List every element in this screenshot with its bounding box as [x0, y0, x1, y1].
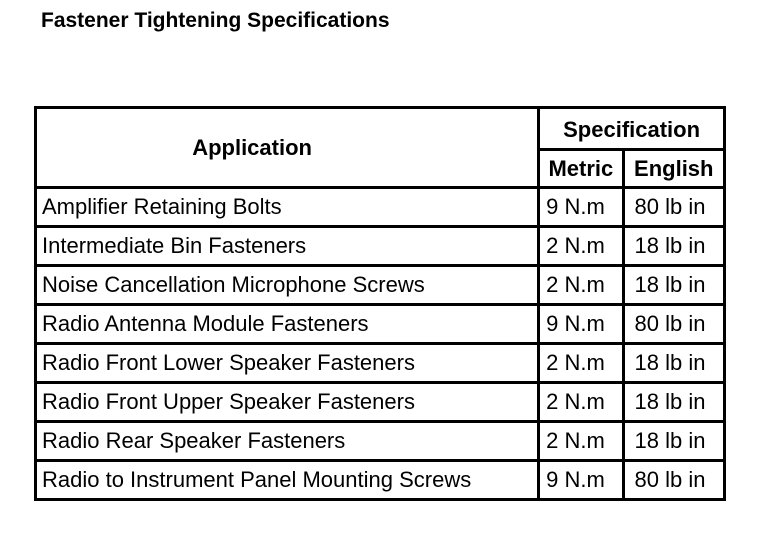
application-cell: Amplifier Retaining Bolts	[36, 188, 539, 227]
metric-cell: 9 N.m	[539, 188, 623, 227]
header-row-top	[36, 108, 725, 150]
table-row	[36, 227, 725, 266]
application-cell: Noise Cancellation Microphone Screws	[36, 266, 539, 305]
table-row	[36, 266, 725, 305]
metric-cell: 2 N.m	[539, 344, 623, 383]
table-row	[36, 461, 725, 500]
application-cell: Radio Rear Speaker Fasteners	[36, 422, 539, 461]
header-specification: Specification	[539, 108, 725, 150]
english-cell: 18 lb in	[623, 422, 724, 461]
english-cell: 80 lb in	[623, 188, 724, 227]
application-cell: Radio Antenna Module Fasteners	[36, 305, 539, 344]
header-english: English	[623, 150, 724, 188]
english-cell: 18 lb in	[623, 383, 724, 422]
english-cell: 18 lb in	[623, 227, 724, 266]
english-cell: 18 lb in	[623, 266, 724, 305]
table-row	[36, 188, 725, 227]
table-row	[36, 383, 725, 422]
application-cell: Intermediate Bin Fasteners	[36, 227, 539, 266]
application-cell: Radio Front Upper Speaker Fasteners	[36, 383, 539, 422]
metric-cell: 2 N.m	[539, 383, 623, 422]
application-cell: Radio Front Lower Speaker Fasteners	[36, 344, 539, 383]
metric-cell: 9 N.m	[539, 461, 623, 500]
metric-cell: 2 N.m	[539, 266, 623, 305]
metric-cell: 2 N.m	[539, 422, 623, 461]
application-cell: Radio to Instrument Panel Mounting Screws	[36, 461, 539, 500]
english-cell: 80 lb in	[623, 461, 724, 500]
table-row	[36, 344, 725, 383]
table-row	[36, 422, 725, 461]
metric-cell: 9 N.m	[539, 305, 623, 344]
fastener-spec-table	[34, 106, 726, 501]
metric-cell: 2 N.m	[539, 227, 623, 266]
english-cell: 80 lb in	[623, 305, 724, 344]
page-title: Fastener Tightening Specifications	[41, 9, 390, 32]
table-row	[36, 305, 725, 344]
header-metric: Metric	[539, 150, 623, 188]
english-cell: 18 lb in	[623, 344, 724, 383]
header-application: Application	[36, 108, 539, 188]
